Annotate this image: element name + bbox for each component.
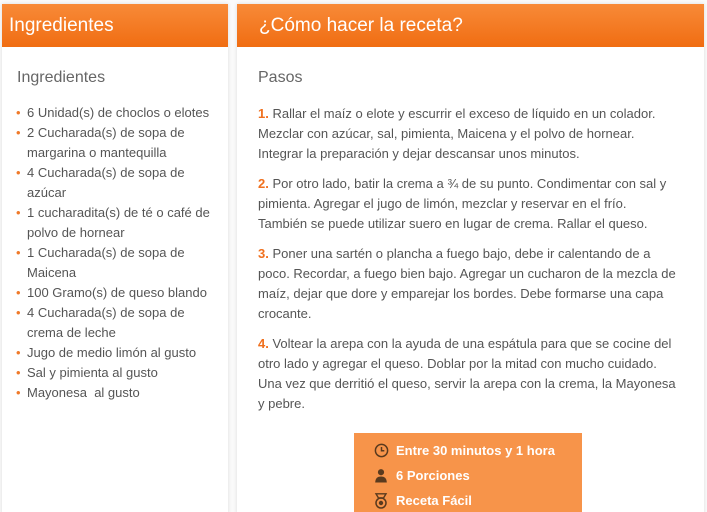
step-number: 1.	[258, 106, 269, 121]
person-icon	[373, 468, 389, 484]
step-number: 2.	[258, 176, 269, 191]
bullet-icon: •	[16, 385, 21, 400]
bullet-icon: •	[16, 285, 21, 300]
medal-icon	[373, 493, 389, 509]
list-item: • 2 Cucharada(s) de sopa de margarina o mantequilla	[16, 125, 185, 160]
bullet-icon: •	[16, 345, 21, 360]
ingredients-list	[16, 103, 221, 403]
list-item: • 1 cucharadita(s) de té o café de polvo de hornear	[16, 205, 210, 240]
portions-info	[354, 463, 582, 488]
list-item: • 100 Gramo(s) de queso blando	[16, 283, 221, 303]
time-text: Entre 30 minutos y 1 hora	[396, 443, 555, 458]
bullet-icon: •	[16, 205, 21, 220]
list-item: • 6 Unidad(s) de choclos o elotes	[16, 103, 221, 123]
list-item: • Mayonesa al gusto	[16, 383, 221, 403]
difficulty-text: Receta Fácil	[396, 493, 472, 508]
bullet-icon: •	[16, 245, 21, 260]
bullet-icon: •	[16, 365, 21, 380]
ingredients-title: Ingredientes	[17, 69, 106, 86]
ingredients-panel	[2, 4, 228, 512]
list-item: • 4 Cucharada(s) de sopa de crema de leche	[16, 305, 185, 340]
time-info	[354, 438, 582, 463]
step-item	[258, 104, 678, 164]
step-number: 4.	[258, 336, 269, 351]
list-item: • Jugo de medio limón al gusto	[16, 343, 221, 363]
list-item: • 4 Cucharada(s) de sopa de azúcar	[16, 165, 185, 200]
clock-icon	[373, 443, 389, 459]
bullet-icon: •	[16, 125, 21, 140]
steps-list	[258, 104, 678, 414]
portions-text: 6 Porciones	[396, 468, 470, 483]
bullet-icon: •	[16, 305, 21, 320]
step-text: Voltear la arepa con la ayuda de una espátula para que se cocine del otro lado y agregar el queso. Doblar por la mitad con mucho cuidado. Una vez que derritió el queso, servir la arepa con la crema, la Mayonesa y pebre.	[258, 336, 676, 411]
bullet-icon: •	[16, 105, 21, 120]
list-item: • 1 Cucharada(s) de sopa de Maicena	[16, 245, 185, 280]
list-item: • Sal y pimienta al gusto	[16, 363, 221, 383]
step-text: Rallar el maíz o elote y escurrir el exceso de líquido en un colador. Mezclar con azúcar, sal, pimienta, Maicena y el polvo de hornear. Integrar la preparación y dejar descansar unos minutos.	[258, 106, 656, 161]
steps-header: ¿Cómo hacer la receta?	[237, 4, 704, 47]
difficulty-info	[354, 488, 582, 512]
bullet-icon: •	[16, 165, 21, 180]
step-number: 3.	[258, 246, 269, 261]
ingredients-header: Ingredientes	[2, 4, 228, 47]
recipe-info-box	[354, 433, 582, 512]
recipe-steps-panel	[237, 4, 704, 512]
steps-title: Pasos	[258, 69, 303, 86]
step-text: Por otro lado, batir la crema a ¾ de su punto. Condimentar con sal y pimienta. Agregar el jugo de limón, mezclar y reservar en el frío. También se puede utilizar suero en lugar de crema. Rallar el queso.	[258, 176, 667, 231]
step-item	[258, 174, 678, 234]
step-text: Poner una sartén o plancha a fuego bajo, debe ir calentando de a poco. Recordar, a fuego bien bajo. Agregar un cucharon de la mezcla de maíz, dejar que dore y emparejar los bordes. Debe formarse una capa crocante.	[258, 246, 676, 321]
step-item	[258, 334, 678, 414]
step-item	[258, 244, 678, 324]
